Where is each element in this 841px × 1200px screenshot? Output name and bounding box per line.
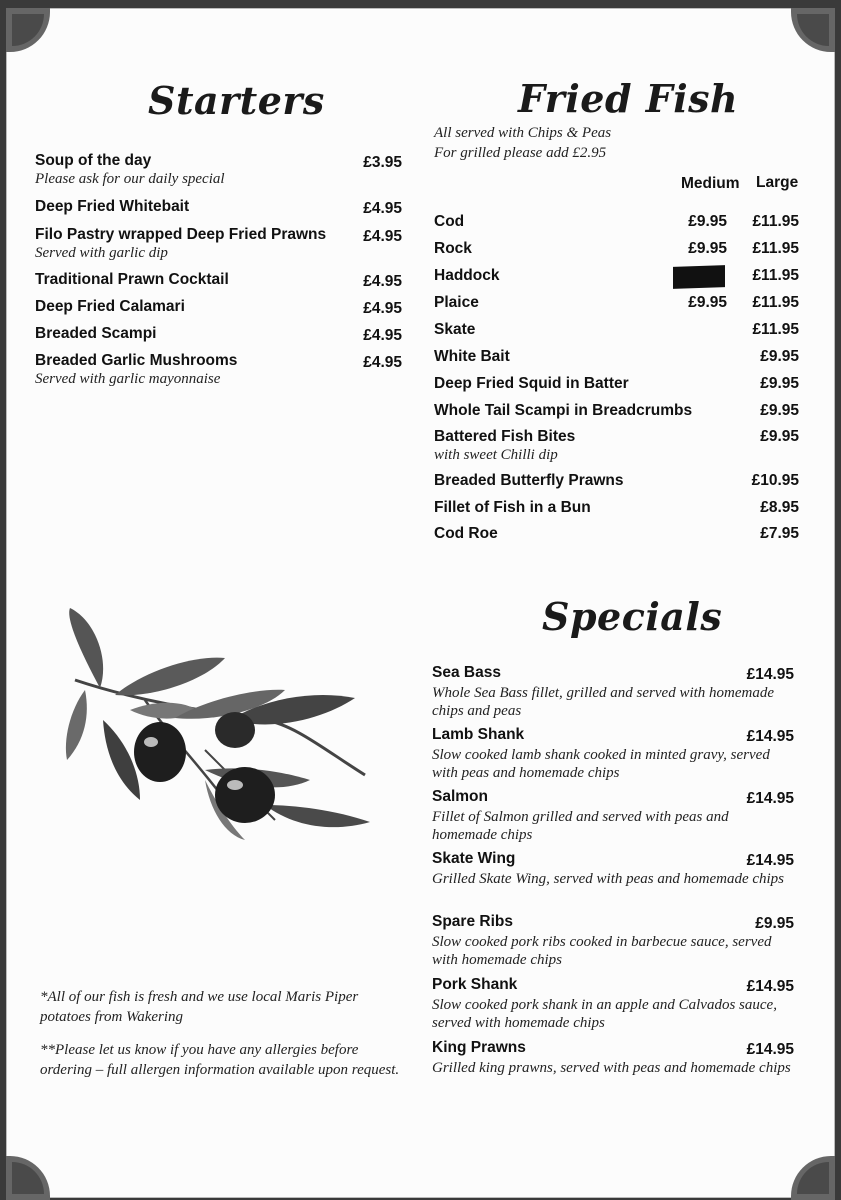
item-name: Haddock: [434, 267, 500, 284]
item-price: £3.95: [363, 154, 402, 171]
item-name: Skate Wing: [432, 850, 516, 867]
item-name: Rock: [434, 240, 472, 257]
special-item: [432, 726, 794, 782]
item-name: Lamb Shank: [432, 726, 525, 743]
item-name: Fillet of Fish in a Bun: [434, 499, 591, 516]
fried-fish-grill-note: For grilled please add £2.95: [434, 145, 607, 161]
item-name: Spare Ribs: [432, 913, 513, 930]
item-price: £4.95: [363, 200, 402, 217]
item-price: £4.95: [363, 228, 402, 245]
special-item: [432, 1039, 794, 1077]
item-name: Cod Roe: [434, 525, 498, 542]
item-desc: Grilled Skate Wing, served with peas and homemade chips: [432, 871, 785, 887]
fish-item: [434, 213, 799, 231]
fish-item: [434, 499, 799, 517]
item-name: Traditional Prawn Cocktail: [35, 271, 229, 288]
starter-item: [35, 271, 402, 289]
fish-item: [434, 428, 799, 464]
item-name: Sea Bass: [432, 664, 501, 681]
large-price: £11.95: [752, 267, 799, 284]
item-price: £4.95: [363, 273, 402, 290]
large-price: £9.95: [760, 402, 799, 419]
large-price: £8.95: [760, 499, 799, 516]
allergy-note: **Please let us know if you have any allergies before ordering – full allergen information available upon request.: [40, 1042, 400, 1078]
large-price: £9.95: [760, 428, 799, 445]
special-item: [432, 976, 794, 1032]
item-name: Whole Tail Scampi in Breadcrumbs: [434, 402, 693, 419]
special-item: [432, 788, 794, 844]
item-price: £9.95: [755, 915, 794, 932]
large-column-header: Large: [756, 174, 799, 191]
starters-heading: Starters: [148, 78, 325, 123]
item-desc: with sweet Chilli dip: [434, 447, 558, 463]
item-price: £14.95: [746, 978, 794, 995]
item-name: Salmon: [432, 788, 488, 805]
fish-item: [434, 402, 799, 420]
item-price: £14.95: [746, 852, 794, 869]
fish-item: [434, 267, 799, 285]
item-name: Skate: [434, 321, 476, 338]
fish-item: [434, 321, 799, 339]
item-name: Battered Fish Bites: [434, 428, 576, 445]
item-desc: Served with garlic dip: [35, 245, 168, 261]
item-name: Deep Fried Whitebait: [35, 198, 190, 215]
item-price: £14.95: [746, 1041, 794, 1058]
item-price: £4.95: [363, 354, 402, 371]
fish-item: [434, 348, 799, 366]
fresh-fish-note: *All of our fish is fresh and we use local Maris Piper potatoes from Wakering: [40, 989, 359, 1025]
item-desc: Slow cooked lamb shank cooked in minted gravy, served with peas and homemade chips: [432, 747, 770, 781]
item-name: Filo Pastry wrapped Deep Fried Prawns: [35, 226, 327, 243]
fish-item: [434, 240, 799, 258]
medium-price: £9.95: [688, 240, 727, 257]
item-price: £14.95: [746, 666, 794, 683]
item-name: Soup of the day: [35, 152, 152, 169]
starter-item: [35, 352, 402, 388]
item-desc: Whole Sea Bass fillet, grilled and served with homemade chips and peas: [432, 685, 775, 719]
medium-price: £9.95: [688, 213, 727, 230]
medium-column-header: Medium: [681, 175, 740, 192]
item-price: £14.95: [746, 790, 794, 807]
large-price: £11.95: [752, 321, 799, 338]
fish-item: [434, 472, 799, 490]
redaction-mark: [673, 265, 725, 289]
item-desc: Served with garlic mayonnaise: [35, 371, 221, 387]
large-price: £11.95: [752, 240, 799, 257]
medium-price: £9.95: [688, 294, 727, 311]
item-price: £4.95: [363, 300, 402, 317]
large-price: £10.95: [751, 472, 799, 489]
item-name: Pork Shank: [432, 976, 518, 993]
starter-item: [35, 152, 402, 188]
item-desc: Grilled king prawns, served with peas and homemade chips: [432, 1060, 791, 1076]
item-name: Deep Fried Squid in Batter: [434, 375, 629, 392]
item-desc: Slow cooked pork shank in an apple and Calvados sauce, served with homemade chips: [432, 997, 777, 1031]
large-price: £7.95: [760, 525, 799, 542]
item-name: Breaded Garlic Mushrooms: [35, 352, 238, 369]
item-desc: Slow cooked pork ribs cooked in barbecue sauce, served with homemade chips: [432, 934, 772, 968]
fish-item: [434, 525, 799, 543]
item-desc: Please ask for our daily special: [35, 171, 225, 187]
olive-branch-illustration: [55, 600, 385, 850]
item-name: Breaded Scampi: [35, 325, 157, 342]
large-price: £11.95: [752, 294, 799, 311]
item-price: £14.95: [746, 728, 794, 745]
fish-item: [434, 294, 799, 312]
special-item: [432, 664, 794, 720]
special-item: [432, 913, 794, 969]
fish-item: [434, 375, 799, 393]
item-price: £4.95: [363, 327, 402, 344]
starter-item: [35, 298, 402, 316]
item-name: White Bait: [434, 348, 510, 365]
large-price: £9.95: [760, 348, 799, 365]
item-name: King Prawns: [432, 1039, 526, 1056]
item-name: Plaice: [434, 294, 479, 311]
large-price: £9.95: [760, 375, 799, 392]
specials-heading: Specials: [542, 594, 723, 639]
item-name: Breaded Butterfly Prawns: [434, 472, 624, 489]
item-desc: Fillet of Salmon grilled and served with peas and homemade chips: [432, 809, 729, 843]
large-price: £11.95: [752, 213, 799, 230]
starter-item: [35, 325, 402, 343]
starter-item: [35, 226, 402, 262]
fried-fish-heading: Fried Fish: [518, 76, 739, 121]
fried-fish-intro: All served with Chips & Peas: [434, 125, 612, 141]
special-item: [432, 850, 794, 888]
starter-item: [35, 198, 402, 216]
item-name: Deep Fried Calamari: [35, 298, 185, 315]
item-name: Cod: [434, 213, 465, 230]
